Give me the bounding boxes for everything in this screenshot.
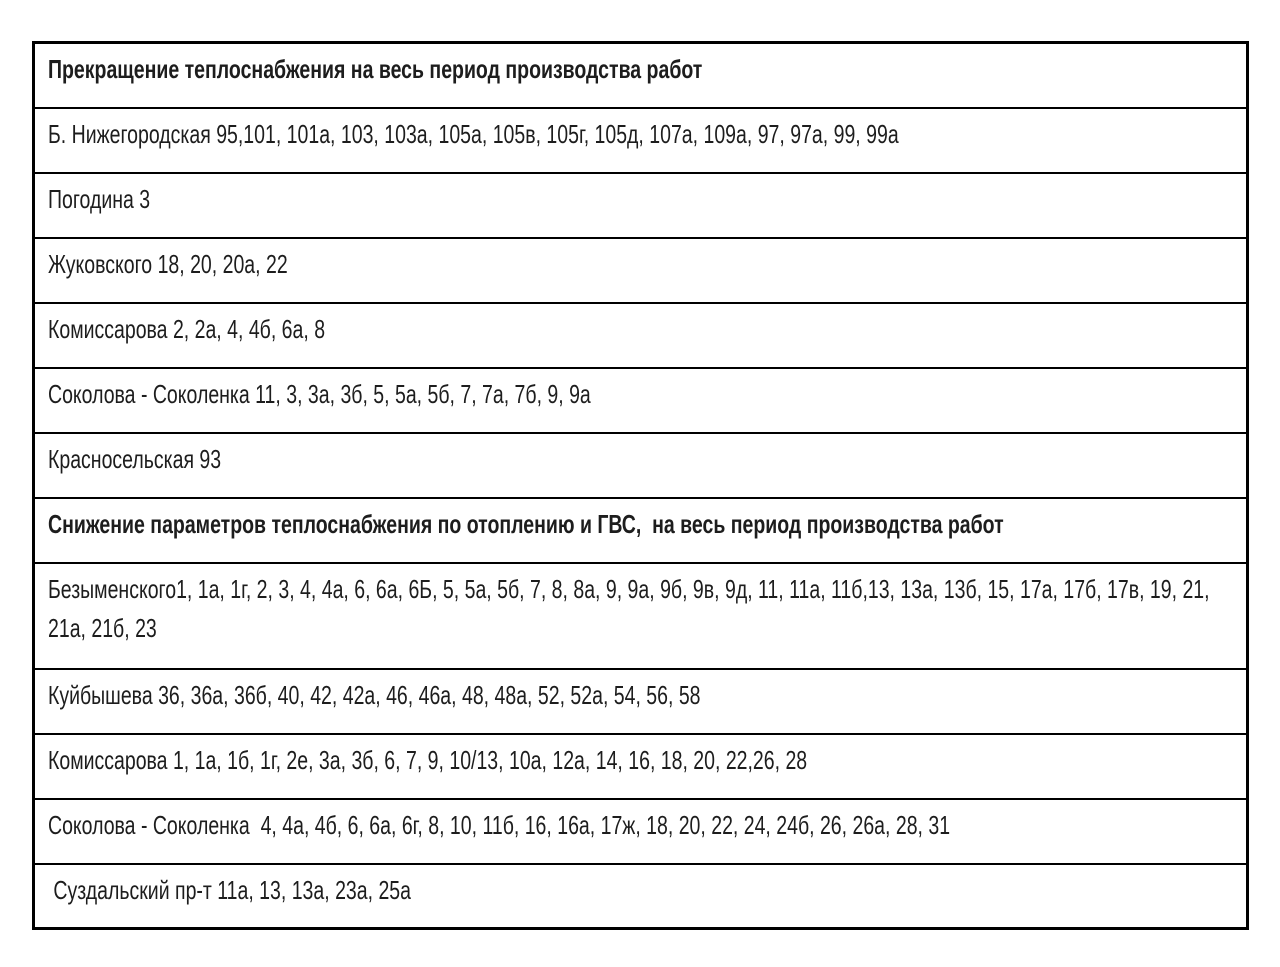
address-cell — [34, 368, 1248, 433]
address-cell — [34, 864, 1248, 929]
section-header-cell — [34, 498, 1248, 563]
section-header-text: Снижение параметров теплоснабжения по отоплению и ГВС, на весь период производства работ — [48, 508, 1004, 539]
address-cell — [34, 563, 1248, 669]
table-row — [34, 108, 1248, 173]
section-header-cell — [34, 43, 1248, 108]
address-text: Соколова - Соколенка 11, 3, 3а, 3б, 5, 5а, 5б, 7, 7а, 7б, 9, 9а — [48, 378, 591, 409]
address-cell — [34, 669, 1248, 734]
table-row — [34, 563, 1248, 669]
address-cell — [34, 108, 1248, 173]
address-cell — [34, 173, 1248, 238]
section-header-text: Прекращение теплоснабжения на весь период производства работ — [48, 54, 703, 84]
section-header-row — [34, 498, 1248, 563]
table-row — [34, 799, 1248, 864]
section-header-row — [34, 43, 1248, 108]
outage-table — [32, 41, 1249, 930]
address-text: Красносельская 93 — [48, 443, 222, 474]
table-row — [34, 734, 1248, 799]
address-text: Безыменского1, 1а, 1г, 2, 3, 4, 4а, 6, 6а, 6Б, 5, 5а, 5б, 7, 8, 8а, 9, 9а, 9б, 9в, 9д, 11, 11а, 11б,13, 13а, 13б, 15, 17а, 17б, 17в, 19, 21, 21а, 21б, 23 — [48, 573, 1215, 643]
address-text: Жуковского 18, 20, 20а, 22 — [48, 248, 288, 279]
address-text: Комиссарова 1, 1а, 1б, 1г, 2е, 3а, 3б, 6, 7, 9, 10/13, 10а, 12а, 14, 16, 18, 20, 22,26, 28 — [48, 744, 808, 775]
table-row — [34, 368, 1248, 433]
address-cell — [34, 734, 1248, 799]
table-row — [34, 864, 1248, 929]
table-row — [34, 433, 1248, 498]
table-row — [34, 669, 1248, 734]
address-text: Б. Нижегородская 95,101, 101а, 103, 103а, 105а, 105в, 105г, 105д, 107а, 109а, 97, 97а, 99, 99а — [48, 118, 899, 149]
address-cell — [34, 433, 1248, 498]
address-text: Суздальский пр-т 11а, 13, 13а, 23а, 25а — [48, 874, 411, 905]
address-text: Соколова - Соколенка 4, 4а, 4б, 6, 6а, 6г, 8, 10, 11б, 16, 16а, 17ж, 18, 20, 22, 24, 24б, 26, 26а, 28, 31 — [48, 809, 951, 840]
address-cell — [34, 303, 1248, 368]
table-row — [34, 173, 1248, 238]
table-row — [34, 303, 1248, 368]
address-text: Погодина 3 — [48, 183, 151, 214]
address-cell — [34, 238, 1248, 303]
address-text: Комиссарова 2, 2а, 4, 4б, 6а, 8 — [48, 313, 326, 344]
heat-outage-document — [32, 41, 1249, 930]
address-text: Куйбышева 36, 36а, 36б, 40, 42, 42а, 46, 46а, 48, 48а, 52, 52а, 54, 56, 58 — [48, 679, 701, 710]
address-cell — [34, 799, 1248, 864]
table-row — [34, 238, 1248, 303]
